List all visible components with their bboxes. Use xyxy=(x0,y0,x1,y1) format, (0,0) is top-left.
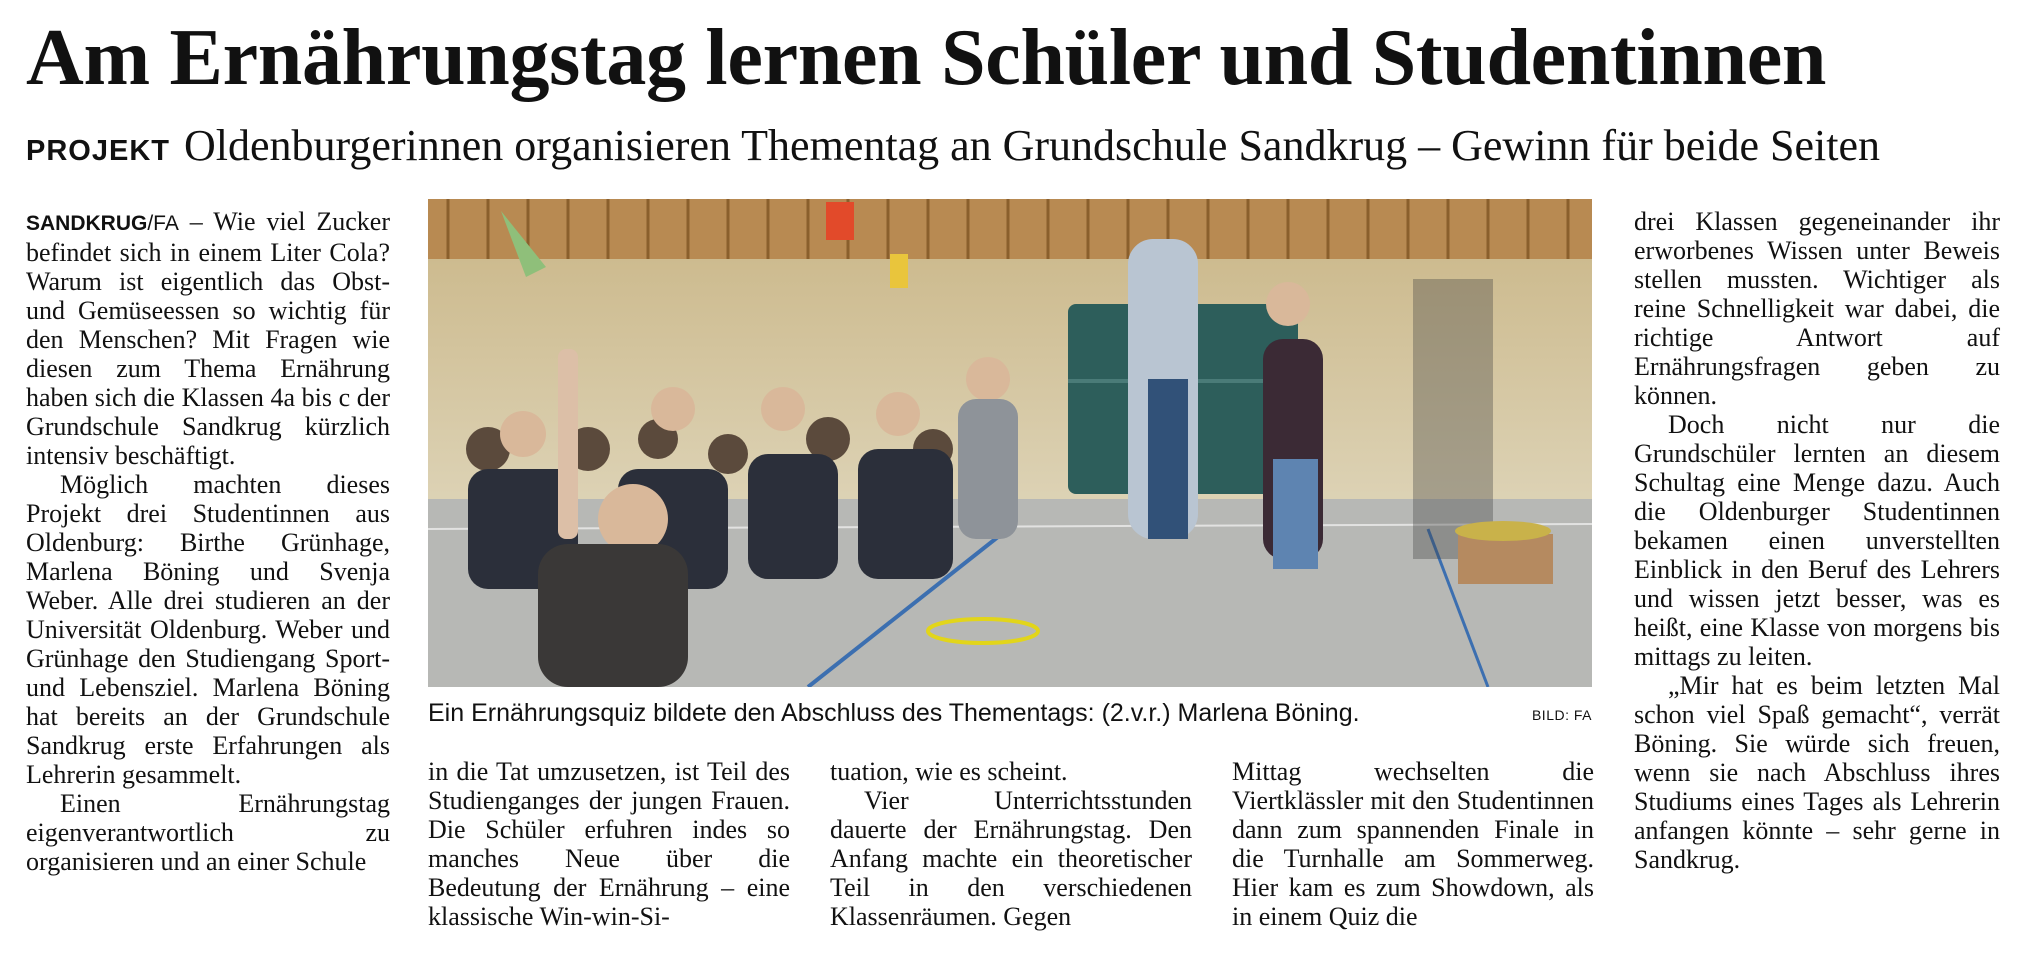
paragraph: Vier Unterrichtsstunden dauerte der Ernährungstag. Den Anfang machte ein theoretischer Teil in den verschiedenen Klassenräumen. Gegen xyxy=(830,786,1192,931)
photo-caption-bar xyxy=(428,696,1592,730)
headline: Am Ernährungstag lernen Schüler und Studentinnen xyxy=(26,14,1827,102)
paragraph: in die Tat umzusetzen, ist Teil des Studienganges der jungen Frauen. Die Schüler erfuhren indes so manches Neue über die Bedeutung der Ernährung – eine klassische Win-win-Si- xyxy=(428,757,790,931)
dateline xyxy=(26,212,179,235)
paragraph: Einen Ernährungstag eigenverantwortlich zu organisieren und an einer Schule xyxy=(26,789,390,876)
kicker: PROJEKT xyxy=(26,135,170,167)
article-column-5 xyxy=(1634,207,2000,874)
paragraph: Mittag wechselten die Viertklässler mit den Studentinnen dann zum spannenden Finale in die Turnhalle am Sommerweg. Hier kam es zum Showdown, als in einem Quiz die xyxy=(1232,757,1594,931)
article-column-4 xyxy=(1232,757,1594,931)
paragraph-text: – Wie viel Zucker befindet sich in einem Liter Cola? Warum ist eigentlich das Obst- und Gemüseessen so wichtig für den Menschen? Mit Fragen wie diesen zum Thema Ernährung haben sich die Klassen 4a bis c der Grundschule Sandkrug kürzlich intensiv beschäftigt. xyxy=(26,207,390,470)
article-column-3 xyxy=(830,757,1192,931)
photo-credit: BILD: FA xyxy=(1531,707,1592,723)
article-column-1 xyxy=(26,207,390,876)
paragraph: Möglich machten dieses Projekt drei Studentinnen aus Oldenburg: Birthe Grünhage, Marlena Böning und Svenja Weber. Alle drei studieren an der Universität Oldenburg. Weber und Grünhage den Studiengang Sport- und Lebensziel. Marlena Böning hat bereits an der Grundschule Sandkrug erste Erfahrungen als Lehrerin gesammelt. xyxy=(26,470,390,789)
paragraph: drei Klassen gegeneinander ihr erworbenes Wissen unter Beweis stellen mussten. Wichtiger als reine Schnelligkeit war dabei, die richtige Antwort auf Ernährungsfragen geben zu können. xyxy=(1634,207,2000,410)
photo-caption: Ein Ernährungsquiz bildete den Abschluss des Thementags: (2.v.r.) Marlena Böning. xyxy=(428,699,1360,727)
dateline-agency: /FA xyxy=(147,212,179,235)
article-column-2 xyxy=(428,757,790,931)
paragraph: Doch nicht nur die Grundschüler lernten an diesem Schultag eine Menge dazu. Auch die Oldenburger Studentinnen bekamen einen unverstellten Einblick in den Beruf des Lehrers und wissen jetzt besser, was es heißt, eine Klasse von morgens bis mittags zu leiten. xyxy=(1634,410,2000,671)
gym-scene-image xyxy=(428,199,1592,687)
paragraph: tuation, wie es scheint. xyxy=(830,757,1068,786)
article-photo xyxy=(428,199,1592,687)
paragraph: „Mir hat es beim letzten Mal schon viel Spaß gemacht“, verrät Böning. Sie würde sich freuen, wenn sie nach Abschluss ihres Studiums eines Tages als Lehrerin anfangen könnte – sehr gerne in Sandkrug. xyxy=(1634,671,2000,874)
dateline-place: SANDKRUG xyxy=(26,212,148,235)
subheadline xyxy=(26,118,2006,179)
paragraph xyxy=(26,207,390,470)
subheadline-text: Oldenburgerinnen organisieren Thementag an Grundschule Sandkrug – Gewinn für beide Seiten xyxy=(183,121,1880,170)
